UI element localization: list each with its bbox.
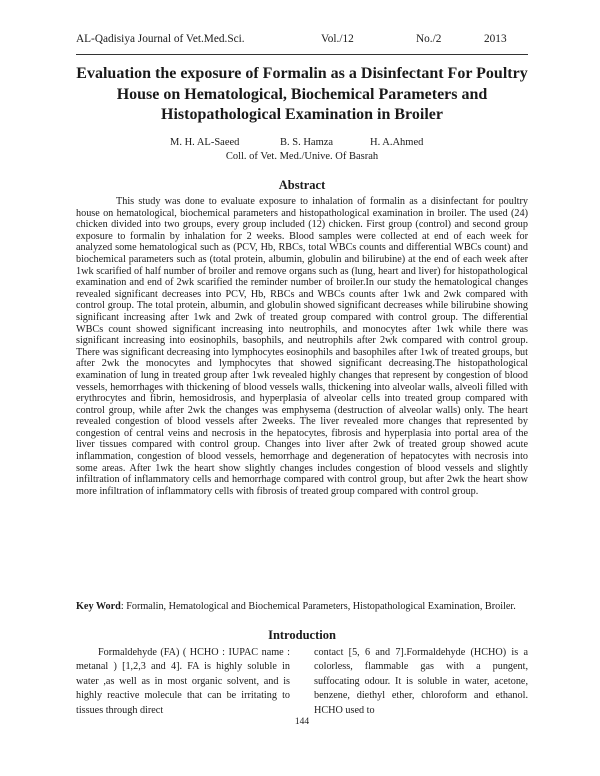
- author-1: M. H. AL-Saeed: [170, 137, 240, 148]
- introduction-heading: Introduction: [268, 628, 336, 642]
- keywords-text: : Formalin, Hematological and Biochemical Parameters, Histopathological Examination, Broiler.: [120, 601, 516, 612]
- publication-year: 2013: [484, 33, 507, 45]
- keywords-label: Key Word: [76, 601, 121, 612]
- page-number: 144: [294, 717, 310, 727]
- author-list: [76, 137, 528, 151]
- paper-title: Evaluation the exposure of Formalin as a Disinfectant For Poultry House on Hematological, Biochemical Parameters and Histopathological Examination in Broiler: [76, 65, 528, 123]
- volume-label: Vol./12: [321, 33, 354, 45]
- introduction-right-column: contact [5, 6 and 7].Formaldehyde (HCHO) is a colorless, flammable gas with a pungent, suffocating odour. It is soluble in water, acetone, benzene, diethyl ether, chloroform and ethanol. HCHO used to: [314, 647, 528, 716]
- issue-number: No./2: [416, 33, 442, 45]
- introduction-left-column: Formaldehyde (FA) ( HCHO : IUPAC name : metanal ) [1,2,3 and 4]. FA is highly soluble in water ,as well as in most organic solvent, and is highly reactive molecule that can be irritating to tissues through direct: [76, 647, 290, 716]
- author-3: H. A.Ahmed: [370, 137, 424, 148]
- header-divider: [76, 54, 528, 55]
- affiliation: Coll. of Vet. Med./Unive. Of Basrah: [225, 151, 379, 162]
- author-2: B. S. Hamza: [280, 137, 334, 148]
- abstract-text: This study was done to evaluate exposure to inhalation of formalin as a disinfectant for poultry house on hematological, biochemical parameters and histopathological examination in broiler. The used (24) chicken divided into two groups, every group included (12) chicken. First group (control) and second group exposure to formalin by inhalation for 2 weeks. Blood samples were collected at end of each week for analyzed some hematological such as (PCV, Hb, RBCs, total WBCs counts and differential WBCs count) and biochemical parameters such as (total protein, albumin, globulin and bilirubine) at the end of each week after 1wk scarified of half number of broiler and remove organs such as (lung, heart and liver) for histopathological examination and end of 2wk scarified the reminder number of broiler.In our study the hematological changes revealed significant decreases into PCV, Hb, RBCs and WBCs counts after 1wk and 2wk compared with control group. The total protein, albumin, and globulin showed significant decreases while bilirubine showing significant increasing after 1wk and 2wk of treated group compared with control group. The differential WBCs count showed significant increasing into neutrophils, and monocytes after 1wk while there was significant increasing into eosinophils, basophils, and neutrophils after 2wk compared with control group. There was significant decreasing into lymphocytes eosinophils and basophiles after 1wk of treated groups, but after 2wk the monocytes and lymphocytes that showed significant decreasing.The histopathological examination of lung in treated group after 1wk revealed highly changes that represent by congestion of blood vessels, hemorrhages with thickening of blood vessels walls, thickening into alveolar walls, alveoli filled with erythrocytes and fibrin, hemosidrosis, and hyperplasia of alveolar cells into treated group compared with control group, while after 2wk the changes was emphysema (destruction of alveolar walls) only. The heart revealed congestion of blood vessels after 2weeks. The liver revealed more changes that represented by congestion of central veins and necrosis in the hepatocytes, fibrosis and hyperplasia into portal area of the liver tissues compared with control group. Changes into liver after 2wk of treated group showed acute inflammation, congestion of blood vessels, hemorrhage and degeneration of hepatocytes with necrosis into some areas. After 1wk the heart show slightly changes includes congestion of blood vessels and slightly infiltration of inflammatory cells and hemorrhage compared with control group, but after 2wk the heart show more infiltration of inflammatory cells with fibrosis of treated group compared with control group.: [76, 196, 528, 497]
- abstract-heading: Abstract: [278, 178, 326, 192]
- journal-name: AL-Qadisiya Journal of Vet.Med.Sci.: [76, 33, 245, 45]
- keywords: [76, 601, 528, 613]
- running-header: [76, 33, 528, 49]
